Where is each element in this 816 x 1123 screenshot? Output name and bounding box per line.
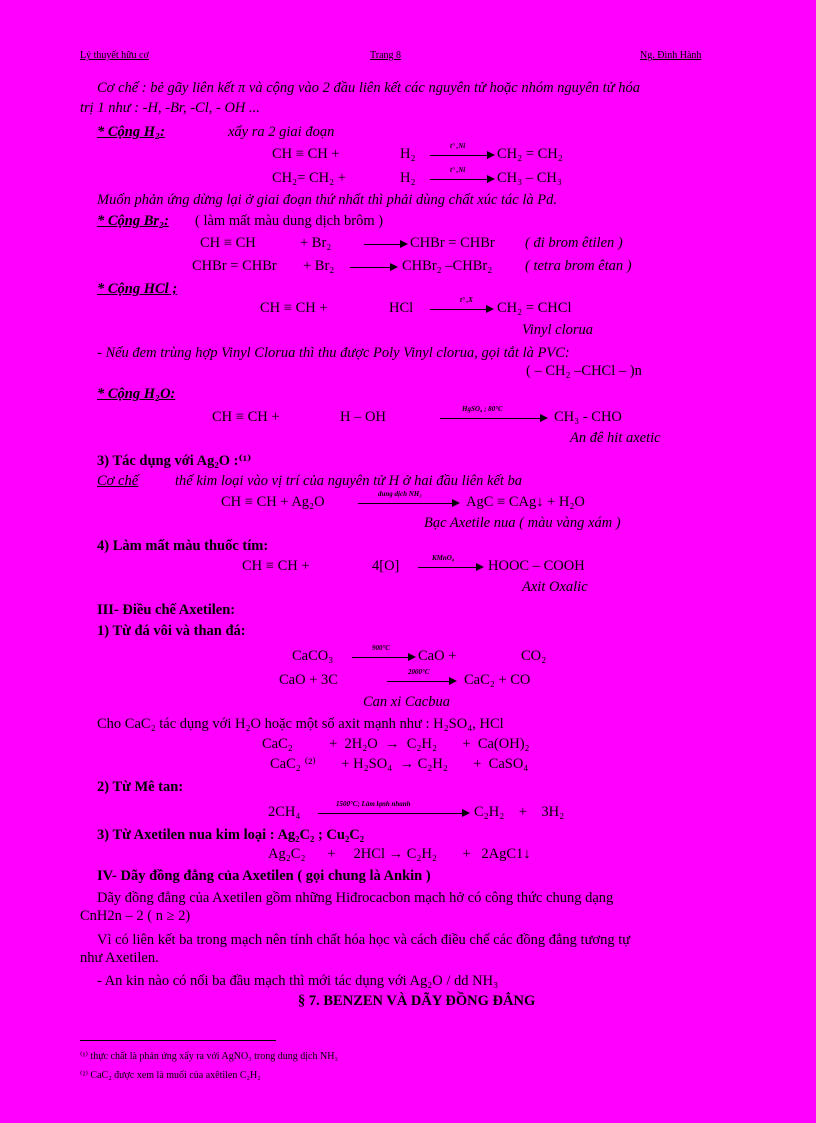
eq10-condition: 2000°C	[408, 668, 430, 676]
general-formula: CnH2n – 2 ( n ≥ 2)	[80, 908, 191, 924]
heading-ag2o: 3) Tác dụng với Ag₂O :⁽¹⁾	[97, 453, 252, 469]
eq5-mid: HCl	[389, 300, 414, 316]
eq14: Ag₂C₂ + 2HCl → C₂H₂ + 2AgC1↓	[268, 846, 531, 862]
eq7-arrow	[358, 503, 458, 504]
footnote-1: ⁽¹⁾ thực chất là phản ứng xẩy ra với AgNO₃ trong dung dịch NH₃	[80, 1051, 338, 1062]
note-add-h2: xẩy ra 2 giai đoạn	[228, 124, 335, 140]
header-left: Lý thuyết hữu cơ	[80, 50, 149, 61]
eq6-arrow	[440, 418, 546, 419]
paragraph-homologous: Dãy đồng đẳng của Axetilen gồm những Hiđrocacbon mạch hở có công thức chung dạng	[97, 890, 614, 906]
eq9-condition: 900°C	[372, 644, 390, 652]
eq2-arrow	[430, 179, 493, 180]
paragraph-properties: Vì có liên kết ba trong mạch nên tính chất hóa học và cách điều chế các đồng đẳng tương tự	[97, 932, 631, 948]
paragraph-pvc: - Nếu đem trùng hợp Vinyl Clorua thì thu được Poly Vinyl clorua, gọi tắt là PVC:	[97, 345, 570, 361]
paragraph-mechanism-cont: trị 1 như : -H, -Br, -Cl, - OH ...	[80, 100, 260, 116]
eq1-left: CH ≡ CH +	[272, 146, 340, 162]
heading-add-h2: * Cộng H₂:	[97, 124, 165, 140]
eq7-left: CH ≡ CH + Ag₂O	[221, 494, 325, 510]
eq6-condition: HgSO₄ ; 80°C	[462, 405, 503, 413]
paragraph-terminal-alkyne: - An kin nào có nối ba đầu mạch thì mới tác dụng với Ag₂O / dd NH₃	[97, 973, 499, 989]
eq10-left: CaO + 3C	[279, 672, 338, 688]
paragraph-pd: Muốn phản ứng dừng lại ở giai đoạn thứ nhất thì phải dùng chất xúc tác là Pd.	[97, 192, 557, 208]
eq6-mid: H – OH	[340, 409, 386, 425]
header-center: Trang 8	[370, 50, 402, 61]
eq3-arrow	[364, 244, 406, 245]
eq9-mid: CO₂	[521, 648, 547, 664]
heading-from-acetylide: 3) Từ Axetilen nua kim loại : Ag₂C₂ ; Cu₂C₂	[97, 827, 365, 843]
heading-from-limestone: 1) Từ đá vôi và than đá:	[97, 623, 246, 639]
footnote-divider	[80, 1040, 276, 1041]
eq6-right: CH₃ - CHO	[554, 409, 622, 425]
eq8-right: HOOC – COOH	[488, 558, 585, 574]
eq12: CaC₂ ⁽²⁾ + H₂SO₄ → C₂H₂ + CaSO₄	[270, 756, 529, 772]
eq7-condition: dung dịch NH₃	[378, 490, 422, 498]
heading-add-hcl: * Cộng HCl ;	[97, 281, 178, 297]
eq3-mid: + Br₂	[300, 235, 332, 251]
heading-from-methane: 2) Từ Mê tan:	[97, 779, 184, 795]
heading-kmno4: 4) Làm mất màu thuốc tím:	[97, 538, 269, 554]
eq2-left: CH₂= CH₂ +	[272, 170, 347, 186]
eq8-arrow	[418, 567, 482, 568]
eq9-left: CaCO₃	[292, 648, 334, 664]
section-title: § 7. BENZEN VÀ DÃY ĐỒNG ĐẲNG	[298, 993, 536, 1009]
eq13-condition: 1500°C; Làm lạnh nhanh	[336, 800, 411, 808]
eq10-note: Can xi Cacbua	[363, 694, 450, 710]
pvc-formula: ( – CH₂ –CHCl – )n	[526, 363, 642, 379]
eq13-arrow	[318, 813, 468, 814]
eq4-left: CHBr = CHBr	[192, 258, 277, 274]
eq8-mid: 4[O]	[372, 558, 400, 574]
eq2-condition: t° ,Ni	[450, 166, 466, 174]
eq5-right: CH₂ = CHCl	[497, 300, 572, 316]
eq5-left: CH ≡ CH +	[260, 300, 328, 316]
eq1-condition: t° ,Ni	[450, 142, 466, 150]
eq1-arrow	[430, 155, 493, 156]
eq8-note: Axit Oxalic	[522, 579, 588, 595]
eq6-note: An đê hit axetic	[570, 430, 661, 446]
paragraph-cac2: Cho CaC₂ tác dụng với H₂O hoặc một số axit mạnh như : H₂SO₄, HCl	[97, 716, 504, 732]
eq6-left: CH ≡ CH +	[212, 409, 280, 425]
paragraph-properties-cont: như Axetilen.	[80, 950, 159, 966]
paragraph-mechanism: Cơ chế : bẻ gãy liên kết π và cộng vào 2 đầu liên kết các nguyên tử hoặc nhóm nguyên tử hóa	[97, 80, 640, 96]
eq1-mid: H₂	[400, 146, 416, 162]
mechanism-label: Cơ chế	[97, 473, 139, 489]
note-add-br2: ( làm mất màu dung dịch brôm )	[195, 213, 384, 229]
footnote-2: ⁽²⁾ CaC₂ được xem là muối của axêtilen C₂H₂	[80, 1070, 261, 1081]
heading-add-br2: * Cộng Br₂:	[97, 213, 169, 229]
header-right: Ng. Đình Hành	[640, 50, 702, 61]
eq4-right: CHBr₂ –CHBr₂	[402, 258, 493, 274]
eq13-right: C₂H₂ + 3H₂	[474, 804, 565, 820]
eq5-note: Vinyl clorua	[522, 322, 594, 338]
eq10-right: CaC₂ + CO	[464, 672, 531, 688]
heading-homologous: IV- Dãy đồng đẳng của Axetilen ( gọi chung là Ankin )	[97, 868, 431, 884]
eq8-left: CH ≡ CH +	[242, 558, 310, 574]
eq13-left: 2CH₄	[268, 804, 301, 820]
eq3-left: CH ≡ CH	[200, 235, 256, 251]
eq9-arrow	[352, 657, 414, 658]
eq7-right: AgC ≡ CAg↓ + H₂O	[466, 494, 585, 510]
eq5-condition: t° ,X	[460, 296, 473, 304]
eq2-right: CH₃ – CH₃	[497, 170, 562, 186]
eq3-note: ( đi brom êtilen )	[525, 235, 623, 251]
eq7-note: Bạc Axetile nua ( màu vàng xám )	[424, 515, 621, 531]
eq4-note: ( tetra brom êtan )	[525, 258, 632, 274]
eq5-arrow	[430, 309, 492, 310]
eq10-arrow	[387, 681, 455, 682]
eq3-right: CHBr = CHBr	[410, 235, 495, 251]
eq11: CaC₂ + 2H₂O → C₂H₂ + Ca(OH)₂	[262, 736, 530, 752]
heading-add-h2o: * Cộng H₂O:	[97, 386, 176, 402]
mechanism-text: thế kim loại vào vị trí của nguyên tử H ở hai đầu liên kết ba	[175, 473, 523, 489]
eq4-arrow	[350, 267, 396, 268]
eq2-mid: H₂	[400, 170, 416, 186]
eq4-mid: + Br₂	[303, 258, 335, 274]
eq8-condition: KMnO₄	[432, 554, 455, 562]
eq1-right: CH₂ = CH₂	[497, 146, 563, 162]
eq9-right: CaO +	[418, 648, 457, 664]
heading-preparation: III- Điều chế Axetilen:	[97, 602, 236, 618]
